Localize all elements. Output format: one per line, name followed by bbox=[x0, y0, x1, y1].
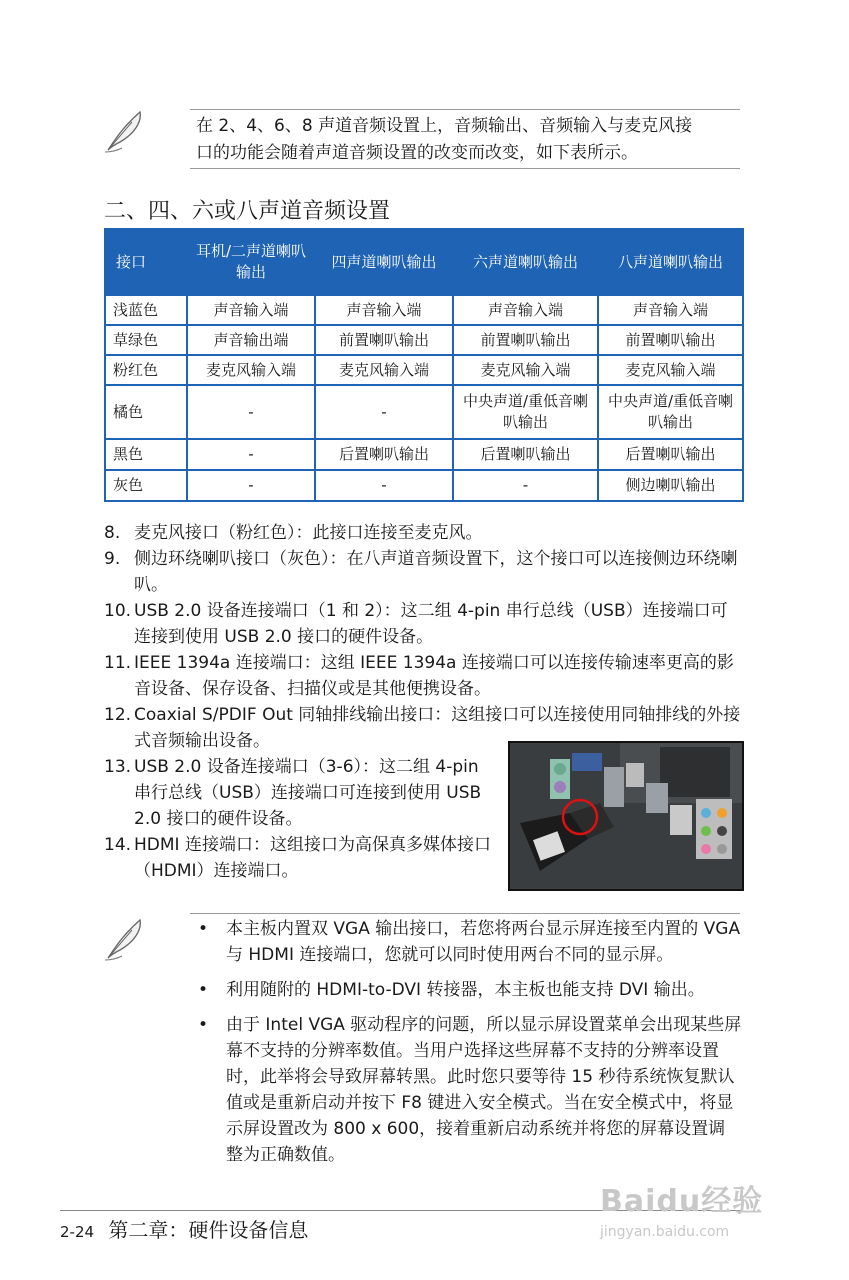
table-cell: 前置喇叭输出 bbox=[453, 325, 598, 355]
table-cell: 麦克风输入端 bbox=[598, 355, 743, 385]
rear-panel-photo bbox=[508, 741, 744, 891]
table-cell: 后置喇叭输出 bbox=[453, 439, 598, 470]
table-cell: 声音输入端 bbox=[315, 295, 453, 325]
list-item bbox=[104, 520, 744, 546]
note-bottom-rule bbox=[190, 168, 740, 169]
bullet-item bbox=[196, 1012, 742, 1168]
table-row bbox=[105, 439, 743, 470]
table-cell: 侧边喇叭输出 bbox=[598, 470, 743, 501]
table-cell: - bbox=[187, 439, 315, 470]
note-bullets bbox=[196, 916, 742, 1177]
table-cell: 麦克风输入端 bbox=[315, 355, 453, 385]
table-row bbox=[105, 385, 743, 439]
audio-config-table bbox=[104, 228, 744, 502]
list-text: Coaxial S/PDIF Out 同轴排线输出接口：这组接口可以连接使用同轴排线的外接式音频输出设备。 bbox=[134, 705, 741, 751]
table-cell: 黑色 bbox=[105, 439, 187, 470]
table-cell: 声音输入端 bbox=[453, 295, 598, 325]
list-text: HDMI 连接端口：这组接口为高保真多媒体接口（HDMI）连接端口。 bbox=[134, 835, 491, 881]
col-header: 接口 bbox=[105, 229, 187, 295]
list-number: 13. bbox=[104, 757, 132, 777]
table-cell: 声音输出端 bbox=[187, 325, 315, 355]
page-number: 2-24 bbox=[60, 1223, 95, 1241]
bullet-text: 利用随附的 HDMI-to-DVI 转接器，本主板也能支持 DVI 输出。 bbox=[226, 980, 705, 1000]
list-text: USB 2.0 设备连接端口（1 和 2）：这二组 4-pin 串行总线（USB）连接端口可连接到使用 USB 2.0 接口的硬件设备。 bbox=[134, 601, 728, 647]
table-cell: 浅蓝色 bbox=[105, 295, 187, 325]
table-cell: - bbox=[315, 470, 453, 501]
list-number: 8. bbox=[104, 523, 121, 543]
table-header-row bbox=[105, 229, 743, 295]
list-item bbox=[104, 832, 500, 884]
table-cell: - bbox=[453, 470, 598, 501]
list-number: 10. bbox=[104, 601, 132, 621]
table-cell: - bbox=[315, 385, 453, 439]
chapter-title: 第二章：硬件设备信息 bbox=[108, 1218, 309, 1242]
watermark-url: jingyan.baidu.com bbox=[600, 1224, 730, 1240]
list-text: 侧边环绕喇叭接口（灰色）：在八声道音频设置下，这个接口可以连接侧边环绕喇叭。 bbox=[134, 549, 738, 595]
table-cell: - bbox=[187, 385, 315, 439]
bullet-dot-icon: • bbox=[198, 980, 209, 1000]
table-cell: 橘色 bbox=[105, 385, 187, 439]
table-cell: 后置喇叭输出 bbox=[598, 439, 743, 470]
table-cell: - bbox=[187, 470, 315, 501]
table-cell: 粉红色 bbox=[105, 355, 187, 385]
bullet-dot-icon: • bbox=[198, 919, 209, 939]
list-item bbox=[104, 754, 500, 832]
table-cell: 前置喇叭输出 bbox=[598, 325, 743, 355]
bullet-text: 由于 Intel VGA 驱动程序的问题，所以显示屏设置菜单会出现某些屏幕不支持的分辨率数值。当用户选择这些屏幕不支持的分辨率设置时，此举将会导致屏幕转黑。此时您只要等待 15 秒待系统恢复默认值或是重新启动并按下 F8 键进入安全模式。当在安全模式中，将显示屏设置改为 800 x 600，接着重新启动系统并将您的屏幕设置调整为正确数值。 bbox=[226, 1015, 742, 1165]
note-text bbox=[196, 113, 742, 167]
baidu-watermark bbox=[600, 1176, 800, 1256]
list-text: USB 2.0 设备连接端口（3-6）：这二组 4-pin 串行总线（USB）连接端口可连接到使用 USB 2.0 接口的硬件设备。 bbox=[134, 757, 482, 829]
list-number: 9. bbox=[104, 549, 121, 569]
table-cell: 麦克风输入端 bbox=[453, 355, 598, 385]
bullet-item bbox=[196, 977, 742, 1003]
table-row bbox=[105, 470, 743, 501]
table-row bbox=[105, 355, 743, 385]
section-heading: 二、四、六或八声道音频设置 bbox=[104, 199, 391, 224]
col-header: 四声道喇叭输出 bbox=[315, 229, 453, 295]
table-cell: 灰色 bbox=[105, 470, 187, 501]
list-item bbox=[104, 598, 744, 650]
table-row bbox=[105, 295, 743, 325]
table-cell: 麦克风输入端 bbox=[187, 355, 315, 385]
table-cell: 中央声道/重低音喇叭输出 bbox=[453, 385, 598, 439]
table-row bbox=[105, 325, 743, 355]
list-item bbox=[104, 546, 744, 598]
col-header: 耳机/二声道喇叭输出 bbox=[187, 229, 315, 295]
list-number: 12. bbox=[104, 705, 132, 725]
watermark-brand: Baidu经验 bbox=[600, 1184, 764, 1219]
table-cell: 后置喇叭输出 bbox=[315, 439, 453, 470]
col-header: 六声道喇叭输出 bbox=[453, 229, 598, 295]
table-cell: 声音输入端 bbox=[598, 295, 743, 325]
bullet-text: 本主板内置双 VGA 输出接口，若您将两台显示屏连接至内置的 VGA 与 HDMI 连接端口，您就可以同时使用两台不同的显示屏。 bbox=[226, 919, 741, 965]
note2-top-rule bbox=[190, 913, 740, 914]
list-item bbox=[104, 650, 744, 702]
table-cell: 草绿色 bbox=[105, 325, 187, 355]
note-line-2: 口的功能会随着声道音频设置的改变而改变，如下表所示。 bbox=[196, 143, 638, 163]
list-number: 11. bbox=[104, 653, 132, 673]
note-feather-icon bbox=[102, 916, 146, 962]
list-number: 14. bbox=[104, 835, 132, 855]
table-cell: 中央声道/重低音喇叭输出 bbox=[598, 385, 743, 439]
note-top-rule bbox=[190, 109, 740, 110]
list-text: 麦克风接口（粉红色）：此接口连接至麦克风。 bbox=[134, 523, 483, 543]
note-feather-icon bbox=[102, 108, 146, 154]
note-line-1: 在 2、4、6、8 声道音频设置上，音频输出、音频输入与麦克风接 bbox=[196, 116, 693, 136]
col-header: 八声道喇叭输出 bbox=[598, 229, 743, 295]
table-cell: 前置喇叭输出 bbox=[315, 325, 453, 355]
bullet-item bbox=[196, 916, 742, 968]
bullet-dot-icon: • bbox=[198, 1015, 209, 1035]
list-text: IEEE 1394a 连接端口：这组 IEEE 1394a 连接端口可以连接传输速率更高的影音设备、保存设备、扫描仪或是其他便携设备。 bbox=[134, 653, 734, 699]
page-footer bbox=[60, 1214, 308, 1243]
table-cell: 声音输入端 bbox=[187, 295, 315, 325]
